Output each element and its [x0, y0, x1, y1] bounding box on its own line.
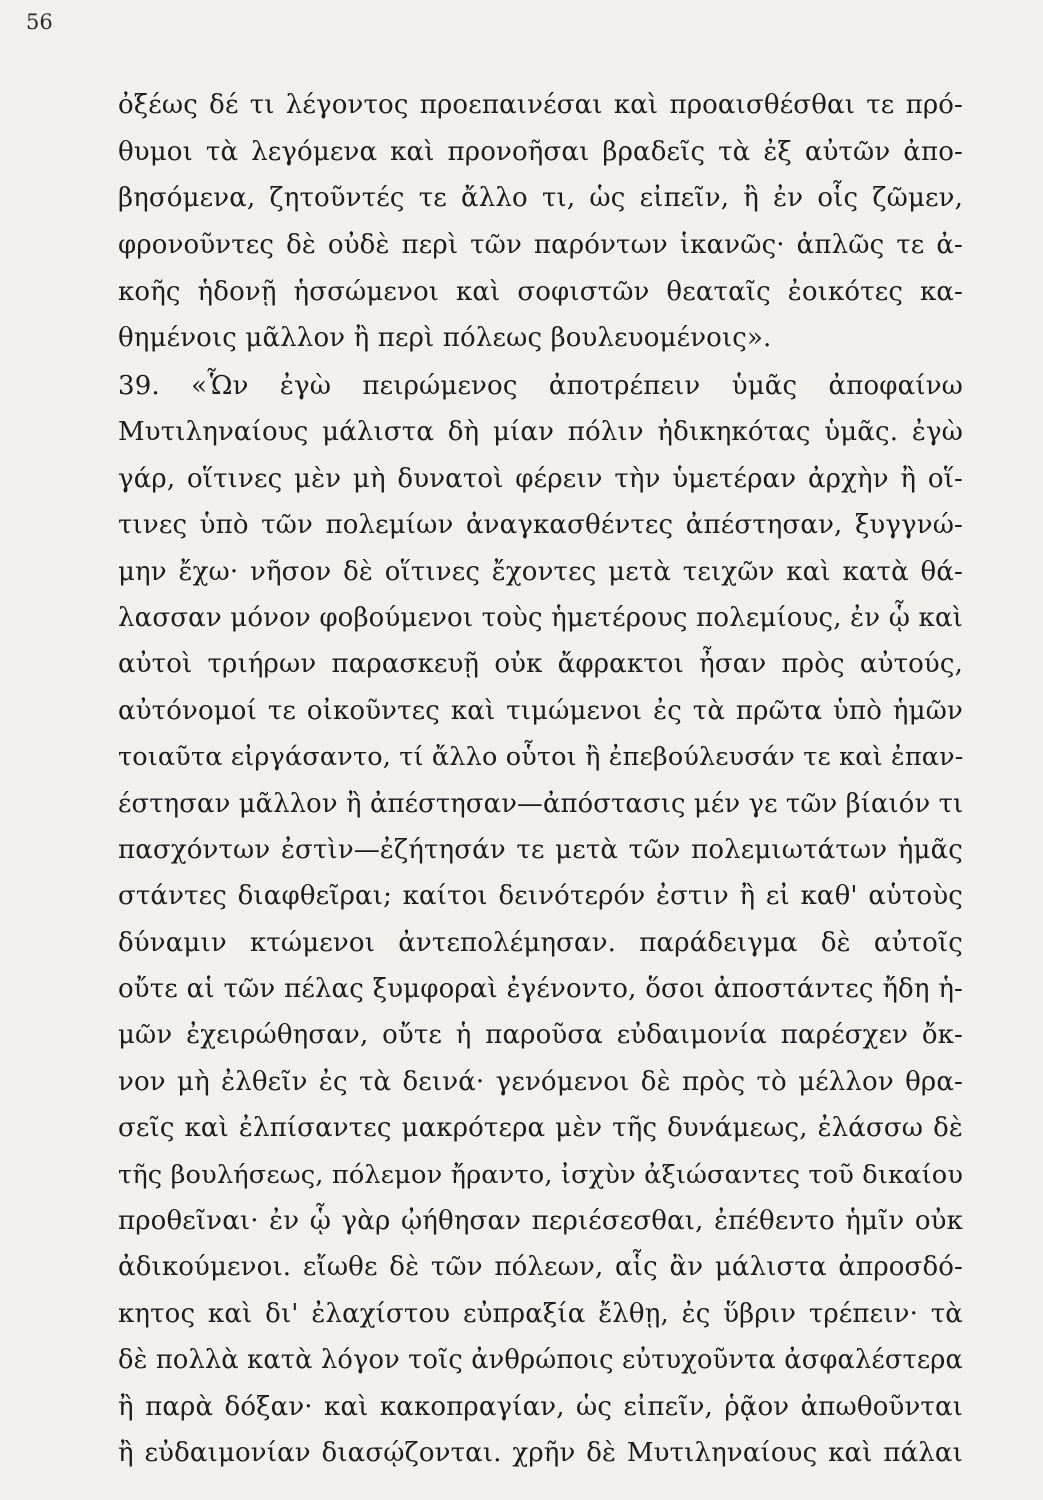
text-line: γάρ, οἵτινες μὲν μὴ δυνατοὶ φέρειν τὴν ὑμετέραν ἀρχὴν ἢ οἵ- — [118, 463, 963, 494]
text-line: τοιαῦτα εἰργάσαντο, τί ἄλλο οὗτοι ἢ ἐπεβούλευσάν τε καὶ ἐπαν- — [118, 742, 964, 773]
text-line: κοῆς ἡδονῇ ἡσσώμενοι καὶ σοφιστῶν θεαταῖς ἐοικότες κα- — [118, 276, 963, 307]
text-line: ἢ εὐδαιμονίαν διασῴζονται. χρῆν δὲ Μυτιληναίους καὶ πάλαι — [118, 1437, 963, 1468]
paragraph-2 — [118, 363, 963, 1476]
text-line: ἀδικούμενοι. εἴωθε δὲ τῶν πόλεων, αἷς ἂν μάλιστα ἀπροσδό- — [118, 1252, 963, 1283]
text-line: σεῖς καὶ ἐλπίσαντες μακρότερα μὲν τῆς δυνάμεως, ἐλάσσω δὲ — [118, 1113, 963, 1144]
text-line: τῆς βουλήσεως, πόλεμον ἤραντο, ἰσχὺν ἀξιώσαντες τοῦ δικαίου — [118, 1159, 964, 1190]
text-line: φρονοῦντες δὲ οὐδὲ περὶ τῶν παρόντων ἱκανῶς· ἁπλῶς τε ἀ- — [118, 230, 963, 261]
text-line: αὐτοὶ τριήρων παρασκευῇ οὐκ ἄφρακτοι ἦσαν πρὸς αὐτούς, — [118, 649, 963, 680]
page-number: 56 — [26, 10, 53, 34]
text-line: ἢ παρὰ δόξαν· καὶ κακοπραγίαν, ὡς εἰπεῖν, ῥᾷον ἀπωθοῦνται — [118, 1391, 963, 1422]
text-line: θημένοις μᾶλλον ἢ περὶ πόλεως βουλευομένοις». — [118, 323, 772, 354]
text-line: μην ἔχω· νῆσον δὲ οἵτινες ἔχοντες μετὰ τειχῶν καὶ κατὰ θά- — [118, 556, 963, 587]
text-line: στάντες διαφθεῖραι; καίτοι δεινότερόν ἐστιν ἢ εἰ καθ' αὑτοὺς — [118, 881, 963, 912]
text-line: μῶν ἐχειρώθησαν, οὔτε ἡ παροῦσα εὐδαιμονία παρέσχεν ὄκ- — [118, 1020, 963, 1051]
text-line: οὔτε αἱ τῶν πέλας ξυμφοραὶ ἐγένοντο, ὅσοι ἀποστάντες ἤδη ἡ- — [118, 974, 963, 1005]
paragraph-1 — [118, 82, 963, 362]
text-line: Μυτιληναίους μάλιστα δὴ μίαν πόλιν ἠδικηκότας ὑμᾶς. ἐγὼ — [118, 417, 963, 448]
text-line: πασχόντων ἐστὶν—ἐζήτησάν τε μετὰ τῶν πολεμιωτάτων ἡμᾶς — [118, 834, 963, 865]
text-line: νον μὴ ἐλθεῖν ἐς τὰ δεινά· γενόμενοι δὲ πρὸς τὸ μέλλον θρα- — [118, 1066, 963, 1097]
text-line: θυμοι τὰ λεγόμενα καὶ προνοῆσαι βραδεῖς τὰ ἐξ αὐτῶν ἀπο- — [118, 136, 963, 167]
text-line: δύναμιν κτώμενοι ἀντεπολέμησαν. παράδειγμα δὲ αὐτοῖς — [118, 927, 963, 958]
text-line: 39. «Ὧν ἐγὼ πειρώμενος ἀποτρέπειν ὑμᾶς ἀποφαίνω — [118, 371, 963, 401]
text-line: προθεῖναι· ἐν ᾧ γὰρ ᾠήθησαν περιέσεσθαι, ἐπέθεντο ἡμῖν οὐκ — [118, 1206, 963, 1237]
text-line: τινες ὑπὸ τῶν πολεμίων ἀναγκασθέντες ἀπέστησαν, ξυγγνώ- — [118, 510, 963, 541]
text-line: αὐτόνομοί τε οἰκοῦντες καὶ τιμώμενοι ἐς τὰ πρῶτα ὑπὸ ἡμῶν — [118, 695, 963, 726]
text-line: δὲ πολλὰ κατὰ λόγον τοῖς ἀνθρώποις εὐτυχοῦντα ἀσφαλέστερα — [118, 1345, 963, 1376]
text-line: κητος καὶ δι' ἐλαχίστου εὐπραξία ἔλθῃ, ἐς ὕβριν τρέπειν· τὰ — [118, 1298, 963, 1329]
text-line: έστησαν μᾶλλον ἢ ἀπέστησαν—ἀπόστασις μέν γε τῶν βίαιόν τι — [118, 788, 964, 819]
text-line: λασσαν μόνον φοβούμενοι τοὺς ἡμετέρους πολεμίους, ἐν ᾧ καὶ — [118, 602, 963, 633]
text-line: ὀξέως δέ τι λέγοντος προεπαινέσαι καὶ προαισθέσθαι τε πρό- — [118, 90, 963, 120]
text-line: βησόμενα, ζητοῦντές τε ἄλλο τι, ὡς εἰπεῖν, ἢ ἐν οἷς ζῶμεν, — [118, 183, 963, 214]
